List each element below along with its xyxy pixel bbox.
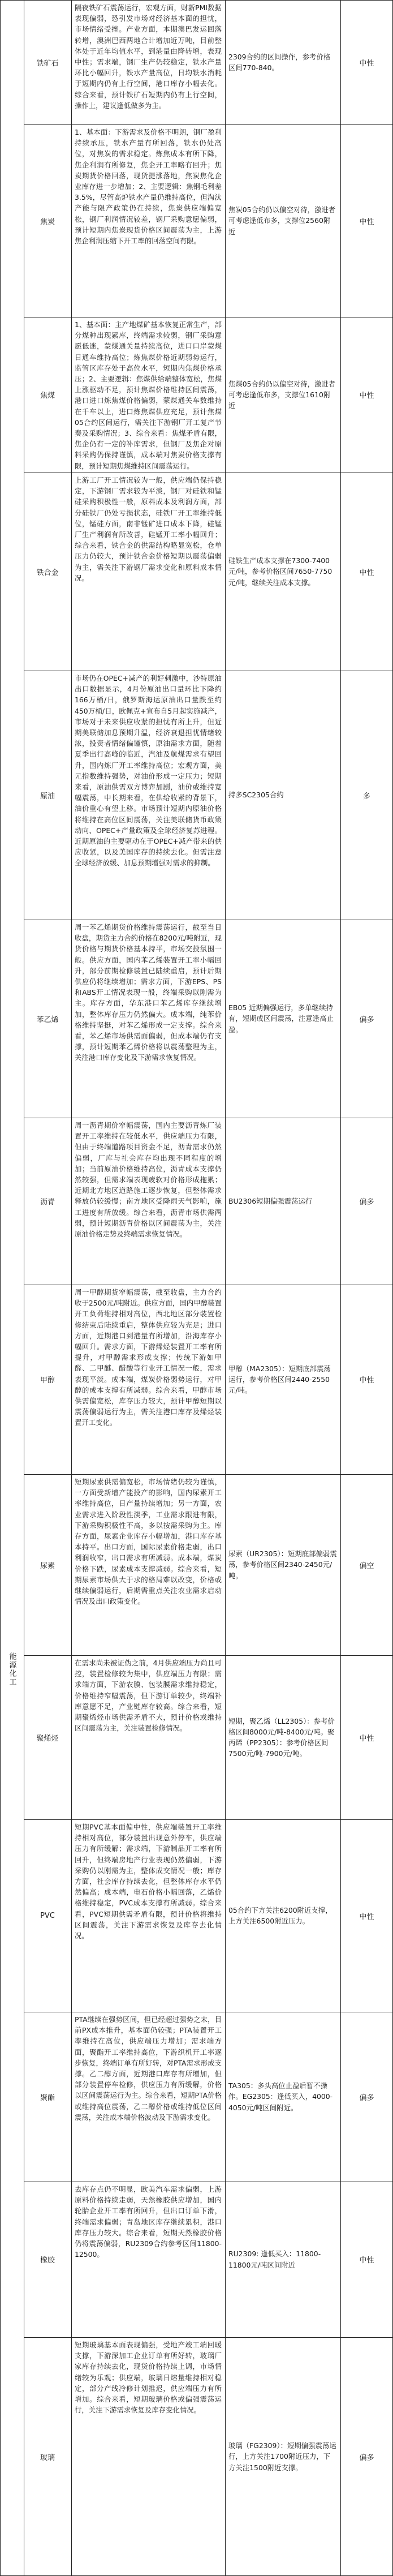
strategy-text: 焦煤05合约仍以偏空对待，激进者可考虑逢低布多，支撑位1610附近 [228, 379, 336, 410]
view-label: 中性 [359, 217, 374, 226]
column-divider [0, 0, 1, 2576]
row-divider [24, 1655, 393, 1656]
commodity-name: 铁矿石 [36, 59, 59, 68]
commodity-name: 聚烯烃 [36, 1734, 59, 1743]
row-divider [24, 1819, 393, 1820]
row-divider [24, 2337, 393, 2338]
row-divider [0, 0, 393, 1]
column-divider [225, 0, 226, 2576]
table-row [0, 473, 393, 671]
strategy-text: 持多SC2305合约 [228, 791, 284, 800]
commodity-name: 橡胶 [40, 2256, 55, 2265]
view-label: 中性 [359, 1912, 374, 1921]
commodity-name: 玻璃 [40, 2453, 55, 2462]
logic-text: 周一甲醇期货窄幅震荡，截至收盘，主力合约收于2500元/吨附近。供应方面，国内甲醇装置开工负荷维持相对高位，西北地区部分装置检修结束后陆续重启，整体供应较为充足；进口方面，近期港口到港量有所增加，沿海库存小幅回升。需求方面，下游烯烃装置开工率有所提升，对甲醇需求形成支撑；传统下游如甲醛、二甲醚、醋酸等行业开工情况一般，需求表现平淡。成本端，煤炭价格弱势运行，对甲醇的成本支撑有所减弱。综合来看，甲醇市场供需偏宽松，库存压力较大，预计甲醇短期以震荡偏弱运行为主，需关注港口库存及烯烃装置开工变化。 [75, 1288, 222, 1427]
table-row [0, 2182, 393, 2337]
view-label: 中性 [359, 1734, 374, 1743]
logic-text: 在需求尚未被证伪之前，4月供应端压力尚且可控，装置检修较为集中，供应端压力有限；需求端方面，下游农膜、包装膜需求维持稳定，价格维持窄幅震荡，但下游订单较少，终端补库意愿不足，产业链库存较高。综合来看，短期聚烯烃市场供需矛盾不大，预计价格或维持区间震荡为主，关注装置检修情况。 [75, 1659, 222, 1733]
strategy-text: EB05 近期偏强运行，多单继续持有，短期或区间震荡，注意逢高止盈。 [228, 1003, 334, 1034]
table-row [0, 2337, 393, 2576]
row-divider [24, 124, 393, 125]
view-label: 中性 [359, 392, 374, 400]
view-label: 偏空 [359, 1561, 374, 1570]
strategy-text: BU2306短期偏强震荡运行 [228, 1196, 313, 1205]
commodity-name: 焦煤 [40, 392, 55, 400]
view-label: 中性 [359, 1376, 374, 1385]
logic-text: 1、基本面：主产地煤矿基本恢复正常生产，部分煤种出现累库，终端需求较弱，钢厂采购意愿低迷，蒙煤通关量持续高位，进口口岸蒙煤日通车维持高位；炼焦煤价格近期弱势运行，监管区库存处于高位水平，短期内焦煤价格承压；2、主要逻辑：焦煤供给端整体宽松，焦煤上涨驱动不足，预计焦煤价格维持区间震荡，港口进口炼焦煤价格偏弱，蒙煤通关车数维持在千车以上，进口炼焦煤供应充足，预计焦煤05合约区间运行，需关注下游钢厂开工复产节奏及采购情况；3、综合来看：焦煤矛盾有限，焦企仍有一定的补库需求，但钢厂及焦企对原料采购仍保持谨慎，成本端对焦炭价格支撑有限，预计短期焦煤维持区间震荡运行。 [75, 320, 222, 470]
view-label: 偏多 [359, 2453, 374, 2462]
strategy-text: 尿素（UR2305）：短期底部偏弱震荡，参考价格区间2340-2450元/吨。 [228, 1549, 337, 1580]
logic-text: 周一苯乙烯期货价格维持震荡运行，截至当日收盘，期货主力合约价格在8200元/吨附近，现货价格与期货价格基本持平，市场交投氛围一般。供应方面，国内苯乙烯装置开工率小幅回升，部分前期检修装置已陆续重启，预计后期供应仍将继续增加；需求方面，下游EPS、PS和ABS开工情况表现一般，终端采购以刚需为主。库存方面，华东港口苯乙烯库存继续增加，整体库存压力仍然偏大。成本端，纯苯价格维持坚挺，对苯乙烯形成一定支撑。综合来看，苯乙烯市场供需面偏弱，但成本端仍有支撑，预计短期苯乙烯价格将以震荡整理为主，关注港口库存变化及下游需求恢复情况。 [75, 923, 222, 1062]
logic-text: 周一沥青期价窄幅震荡，国内主要沥青炼厂装置开工率维持在较低水平，供应端压力有限，但由于终端道路项目资金不足，沥青需求仍然偏弱，厂库与社会库存均出现不同程度的增加；当前原油价格维持高位，沥青成本支撑仍然较强，但需求端表现疲软对价格形成拖累；近期北方地区道路施工逐步恢复，但整体需求释放仍较缓慢；南方地区受降雨天气影响，施工进度有所放缓。综合来看，沥青市场供需两弱，预计短期沥青价格以区间震荡为主，关注原油价格走势及终端需求恢复情况。 [75, 1121, 222, 1239]
view-label: 中性 [359, 59, 374, 68]
commodity-name: PVC [40, 1911, 55, 1920]
table-row [0, 1118, 393, 1285]
logic-text: 短期尿素供需偏宽松，市场情绪仍较为谨慎，一方面受新增产能投产的影响，国内尿素开工率维持高位，日产量持续增加；另一方面，农业需求进入阶段性淡季，工业需求跟进有限，下游采购积极性不高，多以按需采购为主。库存方面，尿素企业库存小幅增加，港口库存基本持平。出口方面，国际尿素价格走弱，出口利润收窄，出口需求有所减弱。成本端，煤炭价格下跌，尿素成本支撑减弱。综合来看，短期尿素市场供大于求的格局难以改变，价格或继续偏弱运行，后期需重点关注农业需求启动情况及出口政策变化。 [75, 1478, 222, 1606]
table-row [0, 1285, 393, 1474]
table-row [0, 2012, 393, 2182]
strategy-text: 甲醇（MA2305）：短期底部震荡运行，参考价格区间2440-2550元/吨。 [228, 1364, 331, 1395]
strategy-text: 2309合约的区间操作，参考价格区间770-840。 [228, 52, 331, 72]
commodity-name: 聚酯 [40, 2093, 55, 2102]
category-label: 能源化工 [7, 1652, 16, 1686]
commodity-name: 沥青 [40, 1198, 55, 1207]
strategy-text: 05合约下方关注6200附近支撑，上方关注6500附近压力。 [228, 1905, 332, 1925]
view-label: 偏多 [359, 2093, 374, 2102]
strategy-text: 短期，聚乙烯（LL2305）：参考价格区间8000元/吨-8400元/吨。聚丙烯（PP2305）：参考价格区间7500元/吨-7900元/吨。 [228, 1716, 335, 1758]
commodity-name: 铁合金 [36, 568, 59, 577]
table-row [0, 1474, 393, 1655]
logic-text: 市场仍在OPEC+减产的利好刺激中，沙特原油出口数据显示，4月份原油出口量环比下降约166万桶/日，俄罗斯海运原油出口量跌至约450万桶/日，欧佩克+宣布自5月起实施减产，市场对于未来供应收紧的担忧有所上升，但近期美联储加息预期升温，经济衰退担忧情绪较浓，投资者情绪偏谨慎，原油需求方面，随着夏季出行高峰的临近，汽油及航煤需求有望回升，国内炼厂开工率维持高位；宏观方面，美元指数维持强势，对油价形成一定压力；短期来看，原油供需双方博弈加剧，油价或维持宽幅震荡，中长期来看，在供给收紧的背景下，油价重心有望上移。市场预计短期内原油价格将维持在高位区间震荡，关注美联储货币政策动向、OPEC+产量政策及全球经济复苏进程。近期原油的主要驱动在于OPEC+减产带来的供应收紧，以及美国库存的持续去化。但需注意全球经济放缓、加息预期增强对需求的抑制。 [75, 674, 222, 868]
commodity-name: 尿素 [40, 1561, 55, 1570]
strategy-text: 玻璃（FG2309）：短期偏强震荡运行，上方关注1700附近压力，下方关注1500附近支撑。 [228, 2441, 336, 2472]
view-label: 偏多 [359, 1198, 374, 1207]
table-row [0, 317, 393, 473]
logic-text: 上游工厂开工情况较为一般，供应端仍保持稳定，下游钢厂需求较为平淡，钢厂对硅铁和锰硅采购积极性一般，原料成本及利润方面，部分硅铁厂仍处亏损状态，硅铁厂开工率维持低位，锰硅方面，南非锰矿进口成本下降，硅锰厂生产利润有所改善，硅锰开工率小幅回升；综合来看，铁合金的供需结构略显宽松，仓单压力仍较大，预计铁合金价格短期以震荡偏弱为主，需关注下游钢厂需求变化和原料成本情况。 [75, 476, 222, 582]
column-divider [71, 0, 72, 2576]
strategy-text: RU2309: 逢低买入：11800-11800元/吨区间附近 [228, 2249, 321, 2269]
column-divider [340, 0, 341, 2576]
view-label: 多 [362, 792, 370, 801]
commodity-name: 原油 [40, 792, 55, 801]
logic-text: 短期PVC基本面偏中性，供应端装置开工率维持相对高位，部分装置出现意外停车，供应端压力有所缓解；需求端，下游制品开工率有所回升，但终端房地产行业表现仍然偏弱，下游采购仍以刚需为主，整体成交情况一般；库存方面，社会库存持续去化，但整体库存水平仍然偏高；成本端，电石价格小幅回落，乙烯价格维持稳定，PVC成本支撑有所减弱。综合来看，PVC短期供需矛盾有限，预计价格将维持区间震荡，关注下游需求恢复及库存去化情况。 [75, 1823, 222, 1940]
strategy-text: TA305：多头高位止盈后暂不操作。EG2305：逢低买入，4000-4050元/吨区间附近。 [228, 2081, 333, 2112]
commodity-name: 甲醇 [40, 1376, 55, 1385]
logic-text: 隔夜铁矿石震荡运行，宏观方面，财新PMI数据表现偏弱，恐引发市场对经济基本面的担忧，市场情绪受挫。产业方面，本期澳巴发运回落转增，澳洲巴西两地合计增加近万吨，目前整体处于近年均值水平，到港量由降转增，表现中性；需求端，钢厂生产仍较稳定，铁水产量环比小幅回升，铁水产量高位，日均铁水消耗于短期内仍有上行空间，港口库存小幅去化。综合来看，预计铁矿石短期内仍有上行空间，操作上，建议逢低做多为主。 [75, 3, 222, 110]
commodity-name: 苯乙烯 [36, 1015, 59, 1024]
table-row [0, 124, 393, 317]
table-row [0, 920, 393, 1118]
commodity-name: 焦炭 [40, 217, 55, 226]
table-row [0, 1819, 393, 2012]
table-row [0, 671, 393, 920]
view-label: 中性 [359, 2256, 374, 2265]
view-label: 中性 [359, 568, 374, 577]
strategy-text: 焦炭05合约仍以偏空对待，激进者可考虑逢低布多，支撑位2560附近 [228, 205, 336, 236]
logic-text: 去库存点仍不明显，欧美汽车需求偏弱，上游原料价格持续走弱，天然橡胶供应增加，国内轮胎企业开工率有所回升，但出口订单下滑，终端需求偏弱；青岛地区库存继续累积，港口库存压力较大。综合来看，短期天然橡胶价格仍将震荡偏弱，RU2309合约参考区间11800-12500。 [75, 2185, 222, 2259]
strategy-text: 硅铁生产成本支撑在7300-7400元/吨，参考价格区间7650-7750元/吨，继续关注成本支撑。 [228, 556, 332, 587]
view-label: 偏多 [359, 1015, 374, 1024]
table-row [0, 0, 393, 124]
row-divider [24, 1474, 393, 1475]
logic-text: PTA继续在强势区间，但已经超过强势之末，目前PX成本推升，基本面仍较强；PTA装置开工率维持在高位，供应端压力增加；需求端方面，聚酯开工率维持高位，下游织机开工率逐步恢复，终端订单有所好转，对PTA需求形成支撑。乙二醇方面，近期港口库存有所增加，但部分装置停车检修，供应压力有所缓解，价格以区间震荡运行为主。综合来看，短期PTA价格或维持高位震荡，乙二醇价格或维持低位区间震荡，关注成本端价格波动及下游需求变化。 [75, 2015, 222, 2122]
logic-text: 1、基本面：下游需求及价格不明朗，钢厂盈利持续承压，铁水产量有所回落，铁水仍处高位，对焦炭的需求稳定。炼焦成本有所下降，焦企利润有所修复，焦企开工率略有回升；焦炭期货价格回落，现货提涨落地，焦炭焦化企业库存进一步增加；2、主要逻辑：焦钢毛利差3.5%，尽管高炉铁水产量仍维持高位，但淘汰产能与限产政策仍在持续，焦炭供应端偏宽松，钢厂利润情况较差，钢厂采购意愿偏弱，预计短期内焦炭现货价格区间震荡为主，上游焦企利润压缩下开工率的回落空间有限。 [75, 128, 222, 246]
logic-text: 短期玻璃基本面表现偏强，受地产竣工端回暖支撑，下游深加工企业订单有所好转，玻璃厂家库存持续去化，现货价格持续上调，市场情绪较为乐观；供应端，玻璃日熔量维持相对稳定，部分产线冷修计划推迟，供应端压力有所增加。综合来看，短期玻璃价格或偏强震荡运行，关注下游需求恢复及库存变化情况。 [75, 2341, 222, 2415]
table-row [0, 1655, 393, 1819]
